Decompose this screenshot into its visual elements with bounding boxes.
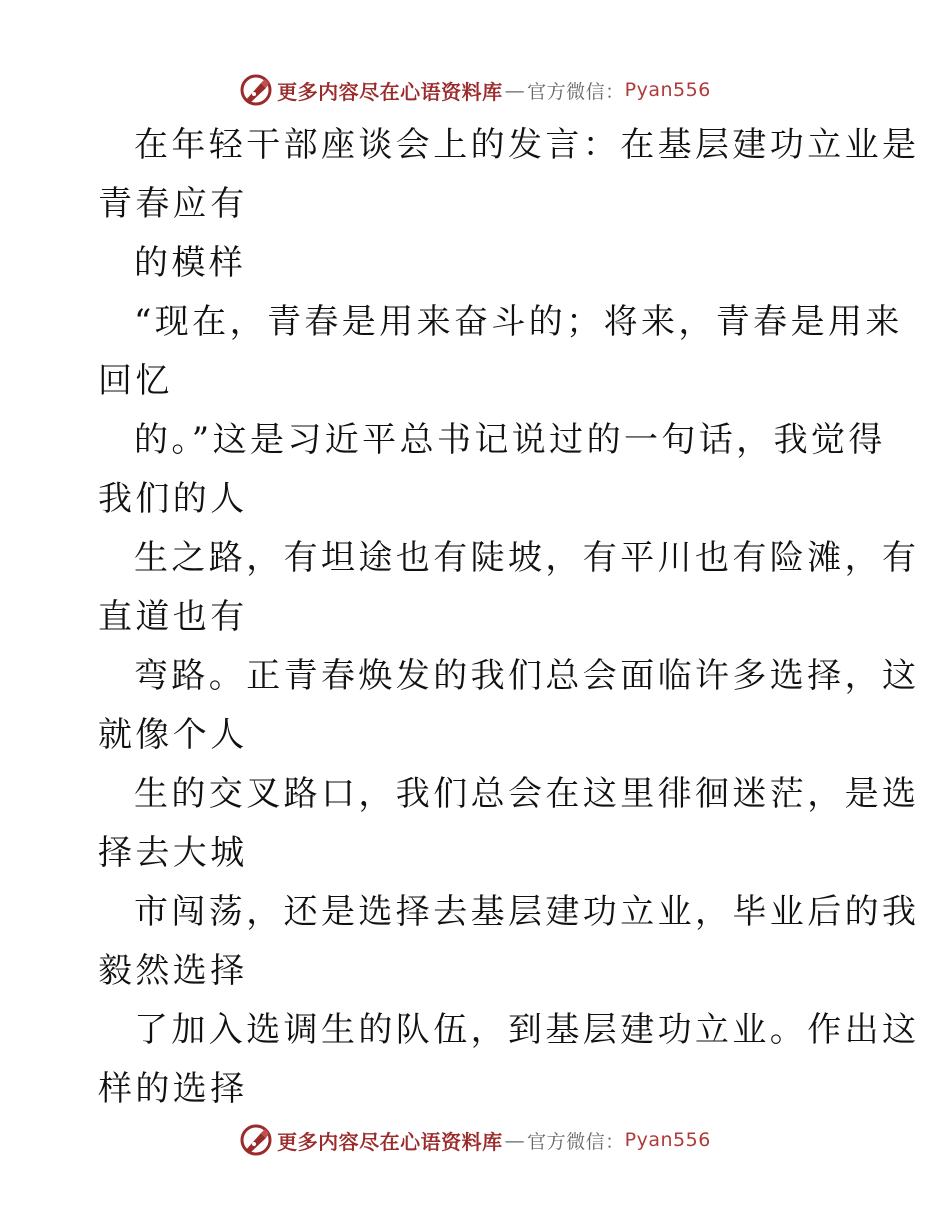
text-line: 就像个人 [98,715,248,755]
footer-banner-title: 更多内容尽在心语资料库 [277,1129,503,1154]
text-line: 的模样 [134,243,247,283]
footer-banner-wechat-id: Pyan556 [624,1129,711,1151]
text-line: 的。”这是习近平总书记说过的一句话，我觉得 [134,420,886,460]
footer-banner-wechat-label: 官方微信： [527,1130,625,1153]
header-banner-separator: — [504,78,526,102]
text-line: 生的交叉路口，我们总会在这里徘徊迷茫，是选 [134,774,920,814]
text-line: 直道也有 [98,597,248,637]
header-banner [0,70,950,110]
text-line: 市闯荡，还是选择去基层建功立业，毕业后的我 [134,892,920,932]
text-line: 青春应有 [98,184,248,224]
text-line: 弯路。正青春焕发的我们总会面临许多选择，这 [134,656,920,696]
text-line: 毅然选择 [98,951,248,991]
text-line: 在年轻干部座谈会上的发言：在基层建功立业是 [134,125,920,165]
text-line: 我们的人 [98,479,248,519]
header-banner-title: 更多内容尽在心语资料库 [277,79,503,104]
footer-banner [0,1120,950,1160]
pen-nib-logo-icon [239,1123,273,1157]
text-line: “现在，青春是用来奋斗的；将来，青春是用来 [134,302,903,342]
text-line: 择去大城 [98,833,248,873]
pen-nib-logo-icon [239,73,273,107]
text-line: 回忆 [98,361,173,401]
text-line: 了加入选调生的队伍，到基层建功立业。作出这 [134,1010,920,1050]
header-banner-wechat-id: Pyan556 [624,79,711,101]
text-line: 生之路，有坦途也有陡坡，有平川也有险滩，有 [134,538,920,578]
header-banner-wechat-label: 官方微信： [527,80,625,103]
footer-banner-separator: — [504,1128,526,1152]
text-line: 样的选择 [98,1069,248,1109]
